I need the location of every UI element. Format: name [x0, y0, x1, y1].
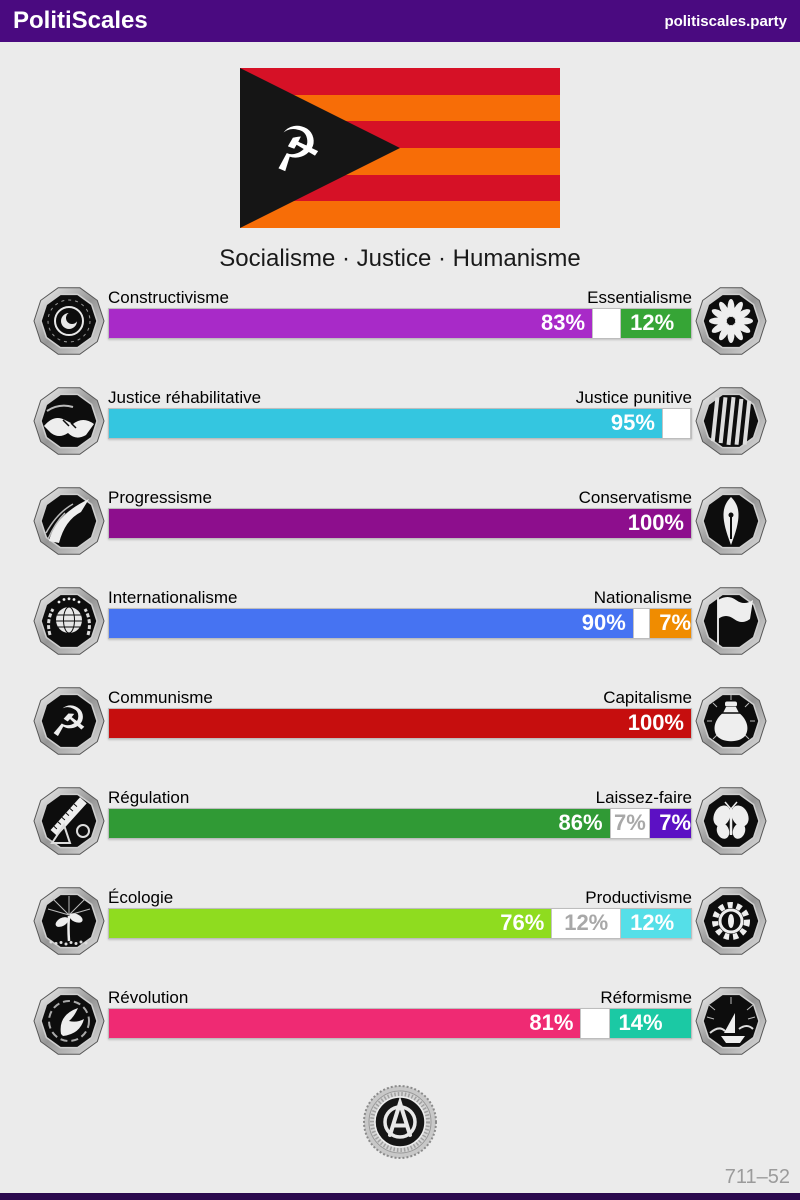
bar-neutral-segment: 7% [610, 809, 651, 838]
bar-neutral-segment: 12% [551, 909, 621, 938]
axis-right-label: Justice punitive [575, 388, 692, 407]
punitive-prison-bars-icon [695, 385, 767, 457]
conservatism-pen-nib-icon [695, 485, 767, 557]
bar-neutral-segment [592, 309, 621, 338]
axis-bar [108, 908, 692, 939]
bar-left-segment: 76% [109, 909, 551, 938]
constructivism-eye-icon [33, 285, 105, 357]
bar-neutral-segment [580, 1009, 609, 1038]
bar-right-segment: 12% [621, 909, 691, 938]
anarchism-circle-a-icon [362, 1084, 438, 1160]
bar-left-segment: 86% [109, 809, 610, 838]
bar-left-segment: 83% [109, 309, 592, 338]
capitalism-money-bag-icon [695, 685, 767, 757]
revolution-bird-icon [33, 985, 105, 1057]
productivism-gear-icon [695, 885, 767, 957]
bottom-accent-bar [0, 1193, 800, 1200]
axis-left-label: Écologie [108, 888, 174, 907]
ecology-plant-icon [33, 885, 105, 957]
bar-right-segment: 14% [610, 1009, 691, 1038]
axis-row-justice [0, 388, 800, 472]
axis-bar [108, 608, 692, 639]
axis-bar [108, 708, 692, 739]
result-subtitle: Socialisme · Justice · Humanisme [219, 245, 581, 272]
axis-bar [108, 408, 692, 439]
axis-right-label: Laissez-faire [595, 788, 692, 807]
bar-left-segment: 95% [109, 409, 662, 438]
axis-row-economy [0, 688, 800, 772]
axis-right-label: Essentialisme [587, 288, 692, 307]
axis-right-label: Nationalisme [593, 588, 692, 607]
axis-right-label: Conservatisme [578, 488, 692, 507]
flag-triangle-hammer-sickle-icon [240, 68, 560, 228]
app-title[interactable]: PolitiScales [13, 7, 148, 34]
axis-row-international [0, 588, 800, 672]
axis-left-label: Révolution [108, 988, 189, 1007]
axis-bar [108, 808, 692, 839]
bar-left-segment: 90% [109, 609, 633, 638]
rehabilitative-handshake-icon [33, 385, 105, 457]
axis-right-label: Capitalisme [603, 688, 692, 707]
result-seed-code: 711–52 [724, 1166, 790, 1188]
axis-row-regulation [0, 788, 800, 872]
svg-text:☭: ☭ [50, 698, 88, 745]
reformism-landscape-icon [695, 985, 767, 1057]
axis-left-label: Communisme [108, 688, 213, 707]
regulation-ruler-icon [33, 785, 105, 857]
laissez-faire-butterfly-icon [695, 785, 767, 857]
nationalism-flag-icon [695, 585, 767, 657]
bar-right-segment: 12% [621, 309, 691, 338]
progressivism-sweep-icon [33, 485, 105, 557]
hammer-sickle-glyph: ☭ [263, 111, 329, 187]
bar-neutral-segment [633, 609, 650, 638]
axis-left-label: Internationalisme [108, 588, 238, 607]
axis-bar [108, 1008, 692, 1039]
internationalism-globe-icon [33, 585, 105, 657]
communism-hammer-sickle-icon [33, 685, 105, 757]
axis-row-ecology [0, 888, 800, 972]
result-flag [240, 68, 560, 228]
bar-neutral-segment [662, 409, 691, 438]
bar-left-segment: 100% [109, 509, 691, 538]
axis-bar [108, 508, 692, 539]
essentialism-flower-icon [695, 285, 767, 357]
bar-left-segment: 100% [109, 709, 691, 738]
bar-left-segment: 81% [109, 1009, 580, 1038]
axis-right-label: Productivisme [585, 888, 692, 907]
axis-bar [108, 308, 692, 339]
axis-row-constructivism [0, 288, 800, 372]
bar-right-segment: 7% [650, 809, 691, 838]
axis-left-label: Constructivisme [108, 288, 229, 307]
axis-row-revolution [0, 988, 800, 1072]
bar-right-segment: 7% [650, 609, 691, 638]
axis-left-label: Justice réhabilitative [108, 388, 262, 407]
top-navbar [0, 0, 800, 42]
site-link[interactable]: politiscales.party [664, 12, 787, 30]
axis-row-progress [0, 488, 800, 572]
axis-right-label: Réformisme [600, 988, 692, 1007]
axis-left-label: Progressisme [108, 488, 212, 507]
axis-left-label: Régulation [108, 788, 190, 807]
